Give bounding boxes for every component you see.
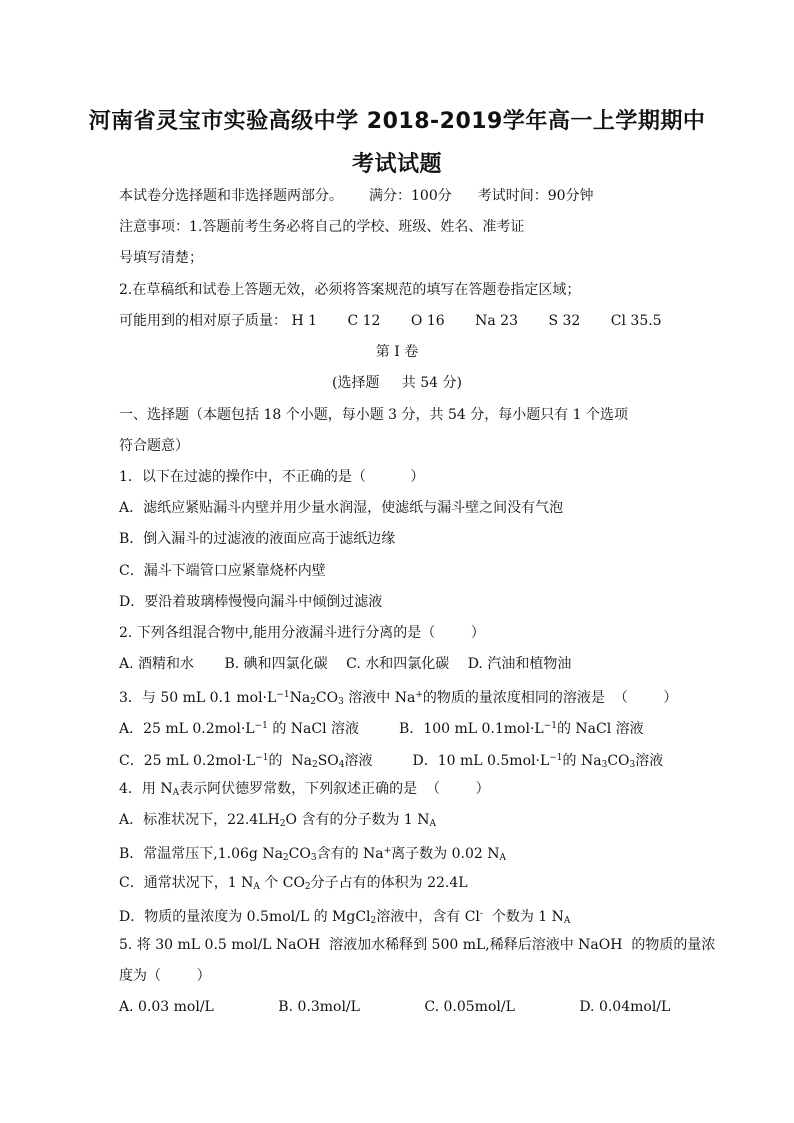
q4-stem: 4．用 $N_A$表示阿伏德罗常数，下列叙述正确的是 （ ） bbox=[119, 781, 490, 798]
q3-options-cd bbox=[119, 749, 663, 774]
q3-option-c: C．25 mL $0.2mol\cdot L^{-1}$的 $Na_2SO_4$溶液 bbox=[119, 753, 373, 770]
volume-subtitle: (选择题 共 54 分) bbox=[332, 375, 462, 391]
full-score: 满分：100分 bbox=[369, 188, 452, 204]
q2-option-b: B. 碘和四氯化碳 bbox=[224, 656, 328, 672]
atomic-mass: C 12 bbox=[347, 313, 381, 329]
exam-info-line bbox=[119, 187, 594, 205]
q5-option-c: C. 0.05mol/L bbox=[424, 999, 515, 1015]
q2-option-d: D. 汽油和植物油 bbox=[467, 656, 572, 672]
q5-stem-b: 度为（ ） bbox=[119, 968, 211, 984]
q3-option-b: B．100 mL $0.1mol\cdot L^{-1}$的 NaCl 溶液 bbox=[399, 721, 644, 737]
q2-option-a: A. 酒精和水 bbox=[119, 656, 195, 672]
atomic-mass: Na 23 bbox=[475, 313, 518, 329]
paper-parts: 本试卷分选择题和非选择题两部分。 bbox=[119, 188, 343, 204]
q4-option-a: A．标准状况下，$22.4LH_2O$ 含有的分子数为 1 $N_A$ bbox=[119, 812, 437, 829]
q1-option-a: A．滤纸应紧贴漏斗内壁并用少量水润湿，使滤纸与漏斗壁之间没有气泡 bbox=[119, 500, 564, 516]
exam-time: 考试时间：90分钟 bbox=[477, 188, 594, 204]
q1-option-c: C．漏斗下端管口应紧靠烧杯内壁 bbox=[119, 563, 326, 579]
volume-title: 第 I 卷 bbox=[375, 344, 419, 360]
atomic-label: 可能用到的相对原子质量： bbox=[119, 313, 287, 329]
atomic-mass-line bbox=[119, 312, 662, 330]
q5-stem-a: 5. 将 30 mL 0.5 mol/L NaOH 溶液加水稀释到 500 mL,稀释后溶液中 NaOH 的物质的量浓 bbox=[119, 937, 716, 953]
q3-option-d: D．10 mL $0.5mol\cdot L^{-1}$的 $Na_3CO_3$溶液 bbox=[412, 753, 664, 770]
atomic-mass: Cl 35.5 bbox=[610, 313, 662, 329]
q2-stem: 2. 下列各组混合物中,能用分液漏斗进行分离的是（ ） bbox=[119, 625, 485, 641]
q5-option-a: A. 0.03 mol/L bbox=[119, 999, 214, 1015]
q3-stem: 3．与 50 mL 0.1 $mol\cdot L^{-1}Na_2CO_3$ 溶液中 Na+的物质的量浓度相同的溶液是 （ ） bbox=[119, 690, 678, 707]
q3-options-ab bbox=[119, 717, 644, 738]
exam-title-line1: 河南省灵宝市实验高级中学 2018-2019学年高一上学期期中 bbox=[88, 109, 706, 134]
q5-options bbox=[119, 998, 670, 1016]
section-heading-a: 一、选择题（本题包括 18 个小题，每小题 3 分，共 54 分，每小题只有 1 个选项 bbox=[119, 407, 629, 423]
atomic-mass: O 16 bbox=[410, 313, 445, 329]
q4-option-b: B．常温常压下,1.06g $Na_2CO_3$含有的 Na+离子数为 0.02 $N_A$ bbox=[119, 846, 507, 863]
q2-options bbox=[119, 655, 571, 673]
q5-option-b: B. 0.3mol/L bbox=[278, 999, 360, 1015]
q1-option-d: D．要沿着玻璃棒慢慢向漏斗中倾倒过滤液 bbox=[119, 594, 383, 610]
notice-1b: 号填写清楚； bbox=[119, 250, 203, 266]
section-heading-b: 符合题意） bbox=[119, 438, 189, 454]
q5-option-d: D. 0.04mol/L bbox=[579, 999, 671, 1015]
notice-2: 2.在草稿纸和试卷上答题无效，必须将答案规范的填写在答题卷指定区域； bbox=[119, 282, 581, 298]
q1-stem: 1．以下在过滤的操作中，不正确的是（ ） bbox=[119, 469, 425, 485]
atomic-mass: H 1 bbox=[291, 313, 318, 329]
notice-1a: 注意事项：1.答题前考生务必将自己的学校、班级、姓名、准考证 bbox=[119, 219, 525, 235]
atomic-mass: S 32 bbox=[548, 313, 581, 329]
q4-option-c: C．通常状况下，1 $N_A$ 个 $CO_2$分子占有的体积为 22.4L bbox=[119, 875, 468, 892]
q2-option-c: C. 水和四氯化碳 bbox=[346, 656, 450, 672]
q4-option-d: D．物质的量浓度为 0.5mol/L 的 MgCl$_2$溶液中，含有 Cl- 个数为 1 $N_A$ bbox=[119, 909, 571, 926]
exam-title-line2: 考试试题 bbox=[351, 152, 442, 177]
q3-option-a: A．25 mL $0.2mol\cdot L^{-1}$ 的 NaCl 溶液 bbox=[119, 721, 360, 737]
q1-option-b: B．倒入漏斗的过滤液的液面应高于滤纸边缘 bbox=[119, 531, 396, 547]
